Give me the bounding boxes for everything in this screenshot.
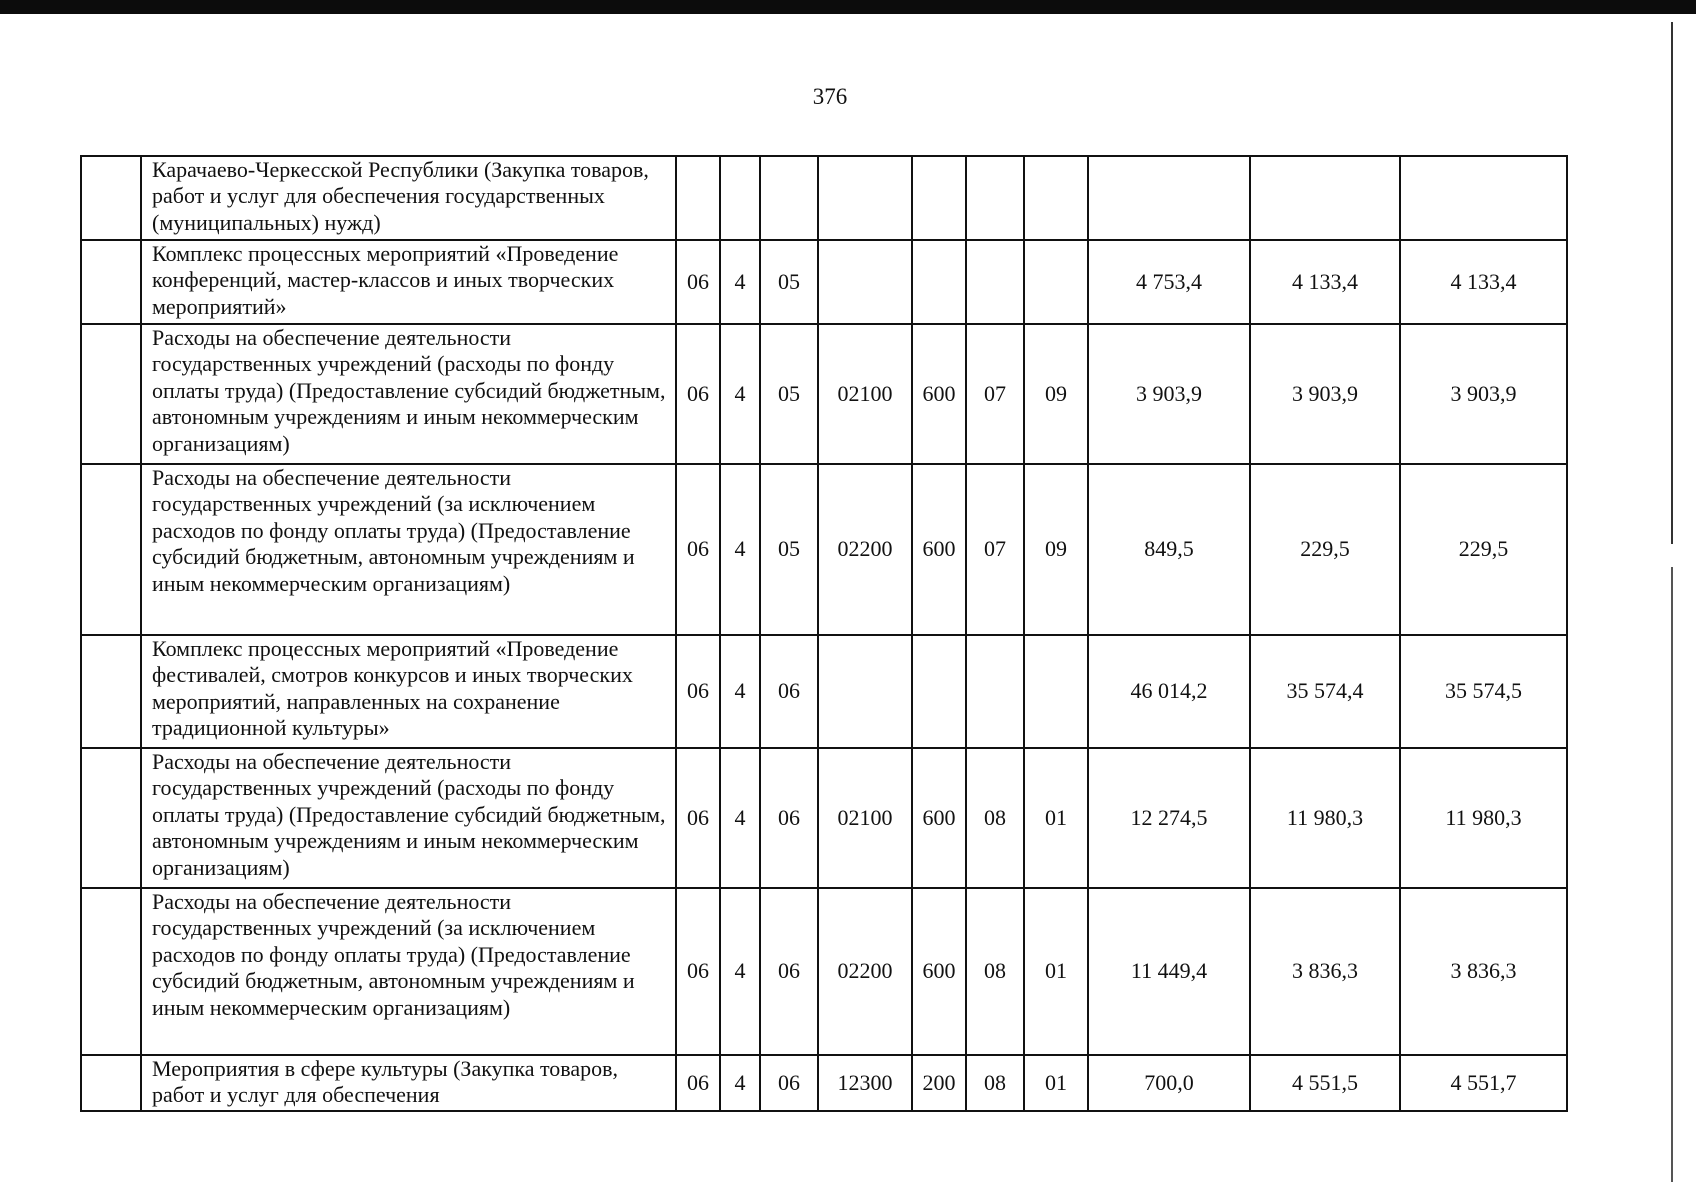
code-cell: 06	[676, 748, 720, 888]
code-cell: 01	[1024, 888, 1088, 1055]
code-cell: 600	[912, 324, 966, 464]
code-cell: 4	[720, 1055, 760, 1111]
budget-table	[80, 155, 1568, 1112]
code-cell: 4	[720, 635, 760, 748]
amount-cell: 700,0	[1088, 1055, 1250, 1111]
amount-cell: 11 980,3	[1400, 748, 1567, 888]
code-cell: 02100	[818, 748, 912, 888]
code-cell	[912, 240, 966, 324]
amount-cell: 4 133,4	[1250, 240, 1400, 324]
code-cell: 05	[760, 324, 818, 464]
code-cell	[966, 240, 1024, 324]
code-cell	[1024, 156, 1088, 240]
code-cell: 06	[760, 1055, 818, 1111]
code-cell	[1024, 635, 1088, 748]
code-cell: 06	[676, 1055, 720, 1111]
row-index-cell	[81, 1055, 141, 1111]
code-cell: 600	[912, 888, 966, 1055]
amount-cell: 3 903,9	[1250, 324, 1400, 464]
code-cell: 09	[1024, 464, 1088, 635]
code-cell: 08	[966, 748, 1024, 888]
expense-name-cell: Расходы на обеспечение деятельности государственных учреждений (расходы по фонду оплаты труда) (Предоставление субсидий бюджетным, автономным учреждениям и иным некоммерческим организациям)	[141, 324, 676, 464]
amount-cell	[1250, 156, 1400, 240]
row-index-cell	[81, 635, 141, 748]
code-cell	[676, 156, 720, 240]
page-number: 376	[812, 84, 848, 109]
code-cell: 06	[676, 635, 720, 748]
code-cell	[760, 156, 818, 240]
code-cell: 07	[966, 464, 1024, 635]
amount-cell: 4 133,4	[1400, 240, 1567, 324]
code-cell	[912, 635, 966, 748]
scan-top-border	[0, 0, 1696, 14]
row-index-cell	[81, 748, 141, 888]
expense-name-cell: Комплекс процессных мероприятий «Проведение фестивалей, смотров конкурсов и иных творческих мероприятий, направленных на сохранение традиционной культуры»	[141, 635, 676, 748]
amount-cell: 4 551,7	[1400, 1055, 1567, 1111]
expense-name-cell: Карачаево-Черкесской Республики (Закупка товаров, работ и услуг для обеспечения государственных (муниципальных) нужд)	[141, 156, 676, 240]
code-cell: 09	[1024, 324, 1088, 464]
code-cell: 07	[966, 324, 1024, 464]
code-cell: 06	[676, 324, 720, 464]
table-row	[81, 888, 1567, 1055]
code-cell: 06	[676, 888, 720, 1055]
code-cell: 600	[912, 748, 966, 888]
expense-name-cell: Мероприятия в сфере культуры (Закупка товаров, работ и услуг для обеспечения	[141, 1055, 676, 1111]
code-cell	[818, 240, 912, 324]
amount-cell: 35 574,4	[1250, 635, 1400, 748]
code-cell: 4	[720, 324, 760, 464]
amount-cell: 11 980,3	[1250, 748, 1400, 888]
code-cell: 06	[676, 240, 720, 324]
code-cell	[912, 156, 966, 240]
row-index-cell	[81, 324, 141, 464]
code-cell: 01	[1024, 748, 1088, 888]
code-cell: 02200	[818, 888, 912, 1055]
code-cell	[818, 635, 912, 748]
row-index-cell	[81, 240, 141, 324]
code-cell: 05	[760, 240, 818, 324]
amount-cell: 849,5	[1088, 464, 1250, 635]
row-index-cell	[81, 888, 141, 1055]
code-cell: 08	[966, 1055, 1024, 1111]
amount-cell: 4 753,4	[1088, 240, 1250, 324]
code-cell	[1024, 240, 1088, 324]
table-row	[81, 1055, 1567, 1111]
scan-right-edge-line	[1671, 22, 1673, 1182]
table-row	[81, 240, 1567, 324]
code-cell: 4	[720, 888, 760, 1055]
table-row	[81, 635, 1567, 748]
table-row	[81, 324, 1567, 464]
amount-cell: 3 836,3	[1400, 888, 1567, 1055]
table-row	[81, 464, 1567, 635]
code-cell: 12300	[818, 1055, 912, 1111]
code-cell: 01	[1024, 1055, 1088, 1111]
table-row	[81, 156, 1567, 240]
code-cell: 600	[912, 464, 966, 635]
row-index-cell	[81, 156, 141, 240]
expense-name-cell: Комплекс процессных мероприятий «Проведение конференций, мастер-классов и иных творческих мероприятий»	[141, 240, 676, 324]
code-cell: 02100	[818, 324, 912, 464]
code-cell: 4	[720, 464, 760, 635]
row-index-cell	[81, 464, 141, 635]
amount-cell: 3 903,9	[1088, 324, 1250, 464]
code-cell	[818, 156, 912, 240]
code-cell	[966, 156, 1024, 240]
expense-name-cell: Расходы на обеспечение деятельности государственных учреждений (расходы по фонду оплаты труда) (Предоставление субсидий бюджетным, автономным учреждениям и иным некоммерческим организациям)	[141, 748, 676, 888]
expense-name-cell: Расходы на обеспечение деятельности государственных учреждений (за исключением расходов по фонду оплаты труда) (Предоставление субсидий бюджетным, автономным учреждениям и иным некоммерческим организациям)	[141, 464, 676, 635]
code-cell: 02200	[818, 464, 912, 635]
amount-cell: 4 551,5	[1250, 1055, 1400, 1111]
code-cell: 08	[966, 888, 1024, 1055]
code-cell: 06	[760, 748, 818, 888]
code-cell	[720, 156, 760, 240]
amount-cell: 3 903,9	[1400, 324, 1567, 464]
amount-cell: 229,5	[1250, 464, 1400, 635]
code-cell: 06	[676, 464, 720, 635]
code-cell: 200	[912, 1055, 966, 1111]
amount-cell: 46 014,2	[1088, 635, 1250, 748]
amount-cell: 12 274,5	[1088, 748, 1250, 888]
code-cell: 06	[760, 888, 818, 1055]
table-row	[81, 748, 1567, 888]
amount-cell: 3 836,3	[1250, 888, 1400, 1055]
amount-cell: 11 449,4	[1088, 888, 1250, 1055]
code-cell	[966, 635, 1024, 748]
amount-cell: 35 574,5	[1400, 635, 1567, 748]
amount-cell: 229,5	[1400, 464, 1567, 635]
code-cell: 06	[760, 635, 818, 748]
code-cell: 4	[720, 748, 760, 888]
amount-cell	[1088, 156, 1250, 240]
amount-cell	[1400, 156, 1567, 240]
code-cell: 4	[720, 240, 760, 324]
code-cell: 05	[760, 464, 818, 635]
expense-name-cell: Расходы на обеспечение деятельности государственных учреждений (за исключением расходов по фонду оплаты труда) (Предоставление субсидий бюджетным, автономным учреждениям и иным некоммерческим организациям)	[141, 888, 676, 1055]
